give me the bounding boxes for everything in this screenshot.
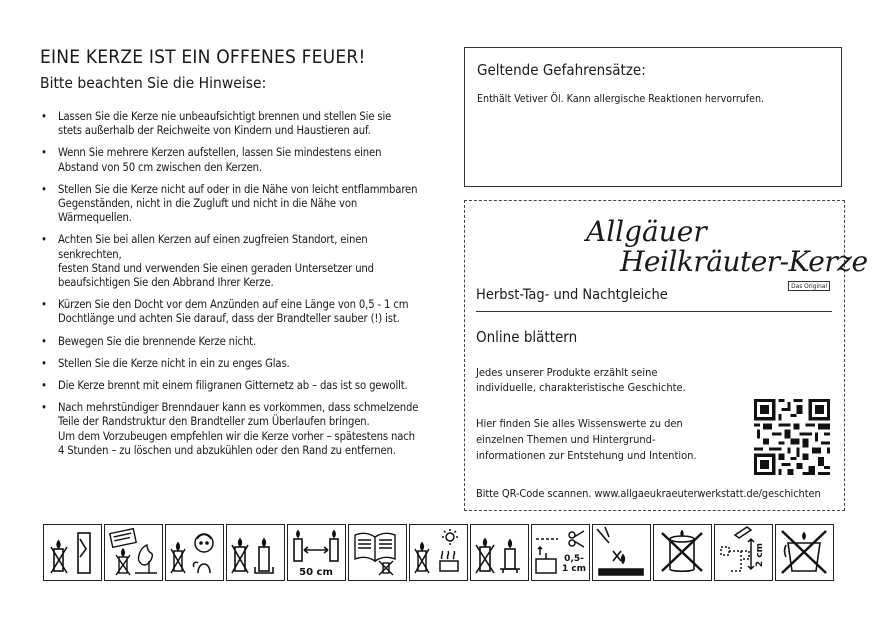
list-item: • Lassen Sie die Kerze nie unbeaufsichtigt brennen und stellen Sie sie stets außerhalb der Reichweite von Kindern und Haustieren auf. bbox=[40, 110, 430, 138]
list-item: • Stellen Sie die Kerze nicht in ein zu enges Glas. bbox=[40, 357, 430, 371]
online-title: Online blättern bbox=[476, 328, 578, 346]
hazard-text: Enthält Vetiver Öl. Kann allergische Reaktionen hervorrufen. bbox=[477, 93, 765, 105]
logo-line2: Heilkräuter-Kerze bbox=[620, 245, 868, 278]
keep-from-children-icon bbox=[165, 524, 224, 581]
svg-text:0,5-: 0,5- bbox=[564, 554, 584, 564]
logo-line1: Allgäuer bbox=[586, 215, 707, 248]
product-name: Herbst-Tag- und Nachtgleiche bbox=[476, 287, 668, 303]
safety-icon-row bbox=[43, 524, 834, 581]
list-item: • Kürzen Sie den Docht vor dem Anzünden auf eine Länge von 0,5 - 1 cm Dochtlänge und achten Sie darauf, dass der Brandteller sauber (!) ist. bbox=[40, 298, 430, 326]
no-draft-icon bbox=[43, 524, 102, 581]
svg-text:1 cm: 1 cm bbox=[561, 564, 587, 574]
list-item: • Nach mehrstündiger Brenndauer kann es vorkommen, dass schmelzende Teile der Randstruktur den Brandteller zum Überlaufen bringen. Um dem Vorzubeugen empfehlen wir die Kerze vorher – spätestens nach 4 Stunden – zu löschen und abzukühlen oder den Rand zu entfernen. bbox=[40, 401, 430, 458]
warning-subtitle: Bitte beachten Sie die Hinweise: bbox=[40, 74, 267, 92]
qr-instruction: Bitte QR-Code scannen. www.allgaeukraeuterwerkstatt.de/geschichten bbox=[476, 487, 821, 500]
no-draft-overflow-icon bbox=[775, 524, 834, 581]
no-close-candles-icon bbox=[226, 524, 285, 581]
divider bbox=[476, 311, 832, 312]
no-unattended-icon bbox=[470, 524, 529, 581]
warning-title: EINE KERZE IST EIN OFFENES FEUER! bbox=[40, 46, 366, 68]
list-item: • Die Kerze brennt mit einem filigranen Gitternetz ab – das ist so gewollt. bbox=[40, 379, 430, 393]
read-instructions-icon bbox=[348, 524, 407, 581]
brand-logo bbox=[560, 213, 868, 290]
trim-wick-icon bbox=[531, 524, 590, 581]
no-moving-icon bbox=[592, 524, 651, 581]
qr-code-icon[interactable] bbox=[754, 399, 830, 475]
logo-badge: Das Original bbox=[788, 281, 830, 291]
hazard-title: Geltende Gefahrensätze: bbox=[477, 61, 646, 79]
svg-text:2 cm: 2 cm bbox=[755, 542, 765, 568]
list-item: • Bewegen Sie die brennende Kerze nicht. bbox=[40, 335, 430, 349]
list-item: • Stellen Sie die Kerze nicht auf oder in die Nähe von leicht entflammbaren Gegenständen, nicht in die Zugluft und nicht in die Nähe von Wärmequellen. bbox=[40, 183, 430, 226]
no-flammable-objects-icon bbox=[104, 524, 163, 581]
intro-text: Jedes unserer Produkte erzählt seine individuelle, charakteristische Geschichte. bbox=[476, 366, 686, 394]
no-narrow-glass-icon bbox=[653, 524, 712, 581]
list-item: • Achten Sie bei allen Kerzen auf einen zugfreien Standort, einen senkrechten, festen Stand und verwenden Sie einen geraden Untersetzer und beaufsichtigen Sie den Abbrand Ihrer Kerze. bbox=[40, 233, 430, 290]
info-text: Hier finden Sie alles Wissenswerte zu den einzelnen Themen und Hintergrund- informationen zur Entstehung und Intention. bbox=[476, 417, 697, 462]
rules-list bbox=[40, 110, 430, 458]
remove-rim-icon bbox=[714, 524, 773, 581]
product-box bbox=[464, 200, 868, 511]
list-item: • Wenn Sie mehrere Kerzen aufstellen, lassen Sie mindestens einen Abstand von 50 cm zwischen den Kerzen. bbox=[40, 146, 430, 174]
distance-icon bbox=[287, 524, 346, 581]
safety-notes bbox=[40, 46, 430, 466]
hazard-box bbox=[464, 47, 842, 187]
no-heat-source-icon bbox=[409, 524, 468, 581]
distance-label: 50 cm bbox=[299, 567, 333, 578]
